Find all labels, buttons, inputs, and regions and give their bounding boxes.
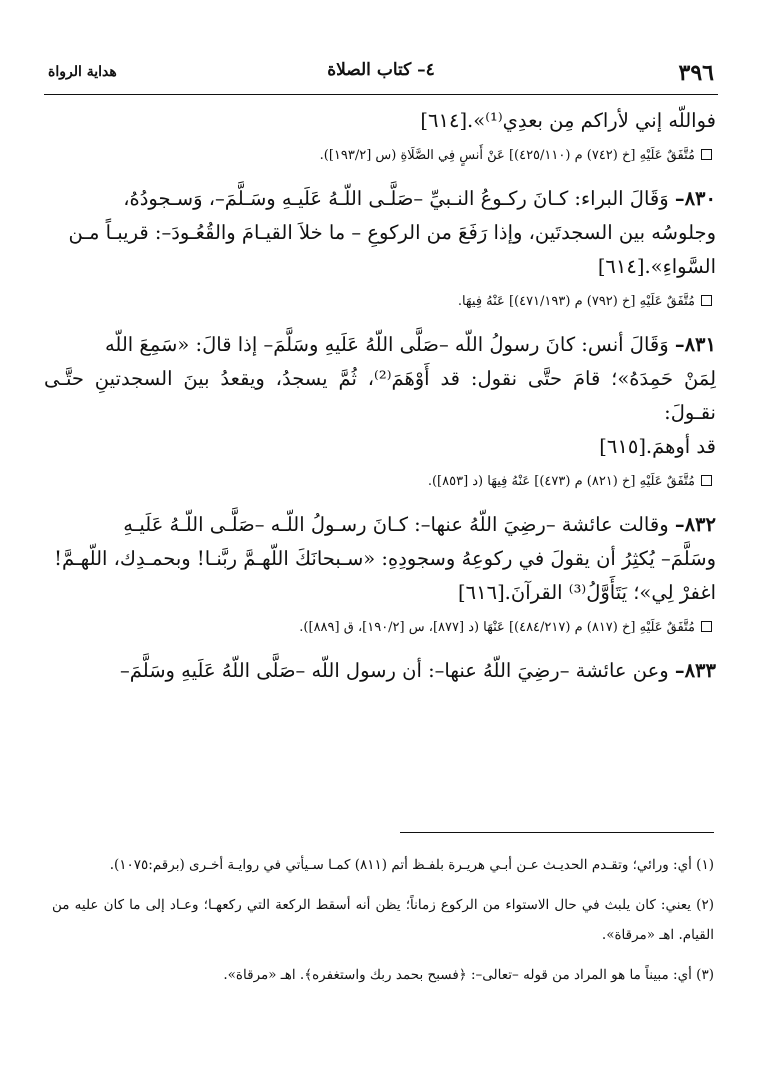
text-line: السَّواءِ».[٦١٤]: [597, 255, 716, 278]
source-citation: [44, 290, 716, 314]
source-text: مُتَّفَقٌ عَلَيْهِ [خ (٨٢١) م (٤٧٣)] عَنْهُ فِيهَا (د [٨٥٣]).: [427, 474, 695, 489]
text-line: اغفرْ لِي»؛ يَتَأَوَّلُ⁽³⁾ القرآنَ.[٦١٦]: [458, 581, 716, 604]
text-line: قد أوهمَ.[٦١٥]: [599, 435, 716, 458]
footnote-1: (١) أي: ورائي؛ وتقـدم الحديـث عـن أبـي هريـرة بلفـظ أتم (٨١١) كمـا سـيأتي في روايـة أخـرى (برقم:١٠٧٥).: [109, 857, 714, 873]
footnotes: [52, 850, 714, 1000]
footnote-2: (٢) يعني: كان يلبث في حال الاستواء من الركوع زماناً؛ يظن أنه أسقط الركعة التي ركعهـا؛ وعـاد إلى ما كان عليه من القيام. اهـ «مرقاة».: [52, 897, 714, 943]
checkbox-square-icon: [701, 475, 712, 486]
hadith-number: ٨٣٠–: [674, 187, 716, 210]
text-line: [44, 182, 716, 216]
footnote-3: (٣) أي: مبيناً ما هو المراد من قوله –تعالى–: ﴿فسبح بحمد ربك واستغفره﴾. اهـ «مرقاة».: [223, 967, 714, 983]
source-citation: [44, 616, 716, 640]
checkbox-square-icon: [701, 295, 712, 306]
source-text: مُتَّفَقٌ عَلَيْهِ [خ (٧٤٢) م (٤٢٥/١١٠)] عَنْ أَنسٍ فِي الصَّلَاةِ (س [١٩٣/٢]).: [319, 148, 695, 163]
checkbox-square-icon: [701, 621, 712, 632]
hadith-833: [44, 654, 716, 688]
main-text: [44, 104, 716, 688]
hadith-number: ٨٣١–: [674, 333, 716, 356]
text-line: فواللّه إني لأراكم مِن بعدِي⁽¹⁾».[٦١٤]: [420, 109, 716, 132]
text-line: [44, 654, 716, 688]
hadith-831: [44, 328, 716, 494]
text-line: لِمَنْ حَمِدَهُ»؛ قامَ حتَّى نقول: قد أَوْهَمَ⁽²⁾، ثُمَّ يسجدُ، ويقعدُ بينَ السجدتينِ حتَّـى نقـولَ:: [44, 367, 717, 424]
text-line: وسَلَّمَ– يُكثِرُ أن يقولَ في ركوعِهُ وسجودِهِ: «سـبحانَكَ اللّهـمَّ ربَّنـا! وبحمـدِك، اللّهـمَّ!: [54, 547, 716, 570]
page-number: ٣٩٦: [678, 60, 714, 86]
line-text: وعن عائشة –رضِيَ اللّهُ عنها–: أن رسول اللّه –صَلَّى اللّهُ عَلَيهِ وسَلَّمَ–: [120, 659, 669, 682]
checkbox-square-icon: [701, 149, 712, 160]
text-line: وجلوسُه بين السجدتَين، وإذا رَفَعَ من الركوعِ – ما خلاَ القيـامَ والقُعُـودَ–: قريبـاً مـن: [68, 221, 716, 244]
source-citation: [44, 470, 716, 494]
hadith-continuation: [44, 104, 716, 168]
source-text: مُتَّفَقٌ عَلَيْهِ [خ (٨١٧) م (٤٨٤/٢١٧)] عَنْهَا (د [٨٧٧]، س [١٩٠/٢]، ق [٨٨٩]).: [299, 620, 695, 635]
running-header: [44, 58, 718, 95]
hadith-830: [44, 182, 716, 314]
line-text: وَقَالَ البراء: كـانَ ركـوعُ النـبيِّ –صَلَّـى اللّـهُ عَلَيـهِ وسَـلَّمَ–، وَسـجودُهُ،: [123, 187, 669, 210]
chapter-title: ٤– كتاب الصلاة: [327, 60, 435, 80]
hadith-number: ٨٣٢–: [674, 513, 716, 536]
text-line: [44, 508, 716, 542]
hadith-number: ٨٣٣–: [674, 659, 716, 682]
line-text: وقالت عائشة –رضِيَ اللّهُ عنها–: كـانَ رسـولُ اللّـه –صَلَّـى اللّـهُ عَلَيـهِ: [123, 513, 669, 536]
hadith-832: [44, 508, 716, 640]
book-title: هداية الرواة: [48, 64, 117, 80]
source-citation: [44, 144, 716, 168]
source-text: مُتَّفَقٌ عَلَيْهِ [خ (٧٩٢) م (٤٧١/١٩٣)] عَنْهُ فِيهَا.: [457, 294, 695, 309]
text-line: [44, 328, 716, 362]
footnote-divider: [400, 832, 714, 833]
line-text: وَقَالَ أنس: كانَ رسولُ اللّه –صَلَّى اللّهُ عَلَيهِ وسَلَّمَ– إذا قالَ: «سَمِعَ اللّه: [104, 333, 669, 356]
